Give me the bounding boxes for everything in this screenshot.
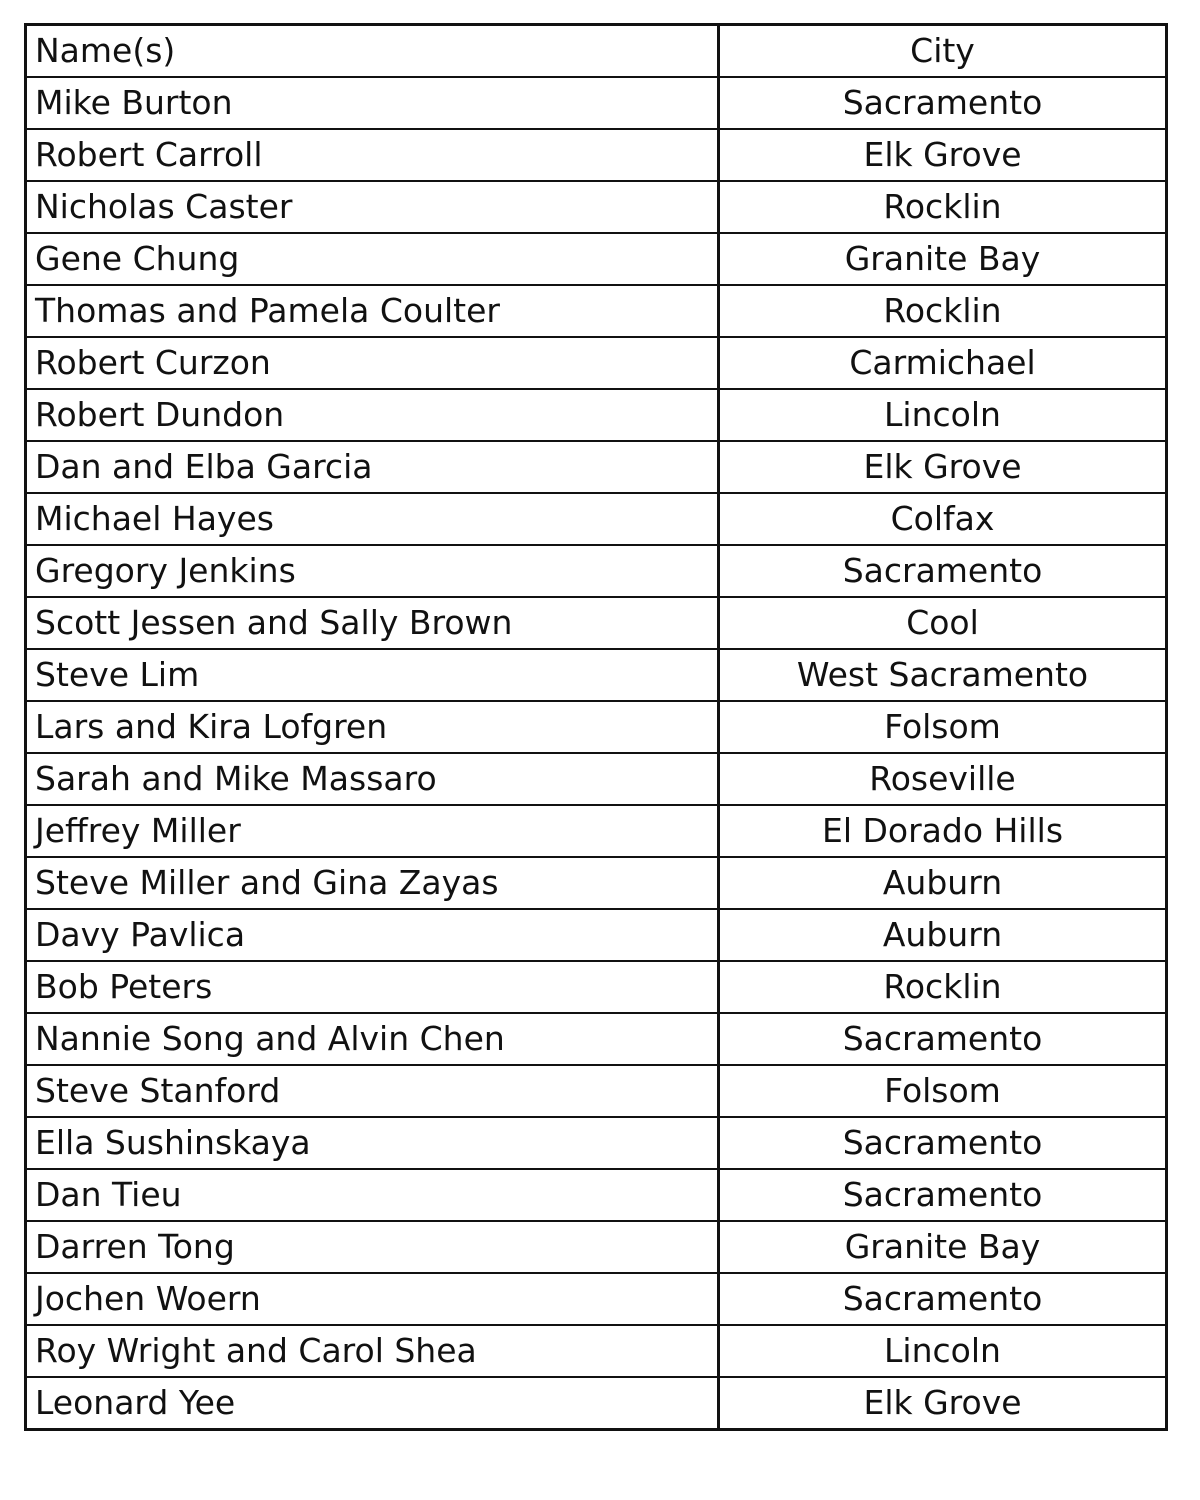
table-row: [26, 1013, 1167, 1065]
table-row: [26, 233, 1167, 285]
table-row: [26, 753, 1167, 805]
table-row: [26, 181, 1167, 233]
city-cell: Auburn: [719, 857, 1167, 909]
table-row: [26, 597, 1167, 649]
name-cell: Thomas and Pamela Coulter: [26, 285, 719, 337]
table-row: [26, 493, 1167, 545]
city-cell: Cool: [719, 597, 1167, 649]
name-cell: Bob Peters: [26, 961, 719, 1013]
header-name: Name(s): [26, 25, 719, 78]
name-cell: Gregory Jenkins: [26, 545, 719, 597]
name-cell: Lars and Kira Lofgren: [26, 701, 719, 753]
table-row: [26, 649, 1167, 701]
table-row: [26, 961, 1167, 1013]
name-cell: Gene Chung: [26, 233, 719, 285]
table-row: [26, 1325, 1167, 1377]
name-cell: Steve Stanford: [26, 1065, 719, 1117]
city-cell: Auburn: [719, 909, 1167, 961]
name-cell: Dan Tieu: [26, 1169, 719, 1221]
table-row: [26, 1169, 1167, 1221]
city-cell: Sacramento: [719, 1117, 1167, 1169]
table-body: [26, 25, 1167, 1430]
table-row: [26, 285, 1167, 337]
city-cell: Granite Bay: [719, 1221, 1167, 1273]
name-cell: Scott Jessen and Sally Brown: [26, 597, 719, 649]
city-cell: Folsom: [719, 701, 1167, 753]
city-cell: Sacramento: [719, 1169, 1167, 1221]
city-cell: Elk Grove: [719, 129, 1167, 181]
name-cell: Nicholas Caster: [26, 181, 719, 233]
city-cell: Rocklin: [719, 181, 1167, 233]
table-row: [26, 545, 1167, 597]
table-row: [26, 129, 1167, 181]
city-cell: El Dorado Hills: [719, 805, 1167, 857]
city-cell: Sacramento: [719, 77, 1167, 129]
city-cell: Folsom: [719, 1065, 1167, 1117]
name-cell: Ella Sushinskaya: [26, 1117, 719, 1169]
table-row: [26, 909, 1167, 961]
header-city: City: [719, 25, 1167, 78]
name-cell: Leonard Yee: [26, 1377, 719, 1430]
name-cell: Robert Dundon: [26, 389, 719, 441]
city-cell: Granite Bay: [719, 233, 1167, 285]
table-row: [26, 805, 1167, 857]
table-header-row: [26, 25, 1167, 78]
name-cell: Jeffrey Miller: [26, 805, 719, 857]
name-cell: Robert Carroll: [26, 129, 719, 181]
table-row: [26, 857, 1167, 909]
table-row: [26, 77, 1167, 129]
table-row: [26, 389, 1167, 441]
name-cell: Michael Hayes: [26, 493, 719, 545]
city-cell: Rocklin: [719, 285, 1167, 337]
name-cell: Steve Lim: [26, 649, 719, 701]
city-cell: Rocklin: [719, 961, 1167, 1013]
table-row: [26, 337, 1167, 389]
city-cell: Elk Grove: [719, 1377, 1167, 1430]
city-cell: Sacramento: [719, 1013, 1167, 1065]
table-row: [26, 441, 1167, 493]
city-cell: Carmichael: [719, 337, 1167, 389]
name-cell: Steve Miller and Gina Zayas: [26, 857, 719, 909]
table-row: [26, 1273, 1167, 1325]
city-cell: Colfax: [719, 493, 1167, 545]
name-cell: Davy Pavlica: [26, 909, 719, 961]
city-cell: Roseville: [719, 753, 1167, 805]
city-cell: Lincoln: [719, 1325, 1167, 1377]
name-cell: Nannie Song and Alvin Chen: [26, 1013, 719, 1065]
table-row: [26, 1117, 1167, 1169]
names-cities-table: [24, 23, 1168, 1431]
city-cell: West Sacramento: [719, 649, 1167, 701]
name-cell: Robert Curzon: [26, 337, 719, 389]
name-cell: Sarah and Mike Massaro: [26, 753, 719, 805]
name-cell: Jochen Woern: [26, 1273, 719, 1325]
city-cell: Sacramento: [719, 545, 1167, 597]
table-row: [26, 701, 1167, 753]
name-cell: Mike Burton: [26, 77, 719, 129]
city-cell: Sacramento: [719, 1273, 1167, 1325]
name-cell: Roy Wright and Carol Shea: [26, 1325, 719, 1377]
name-cell: Darren Tong: [26, 1221, 719, 1273]
city-cell: Lincoln: [719, 389, 1167, 441]
name-cell: Dan and Elba Garcia: [26, 441, 719, 493]
table-row: [26, 1221, 1167, 1273]
table-row: [26, 1377, 1167, 1430]
table-row: [26, 1065, 1167, 1117]
city-cell: Elk Grove: [719, 441, 1167, 493]
